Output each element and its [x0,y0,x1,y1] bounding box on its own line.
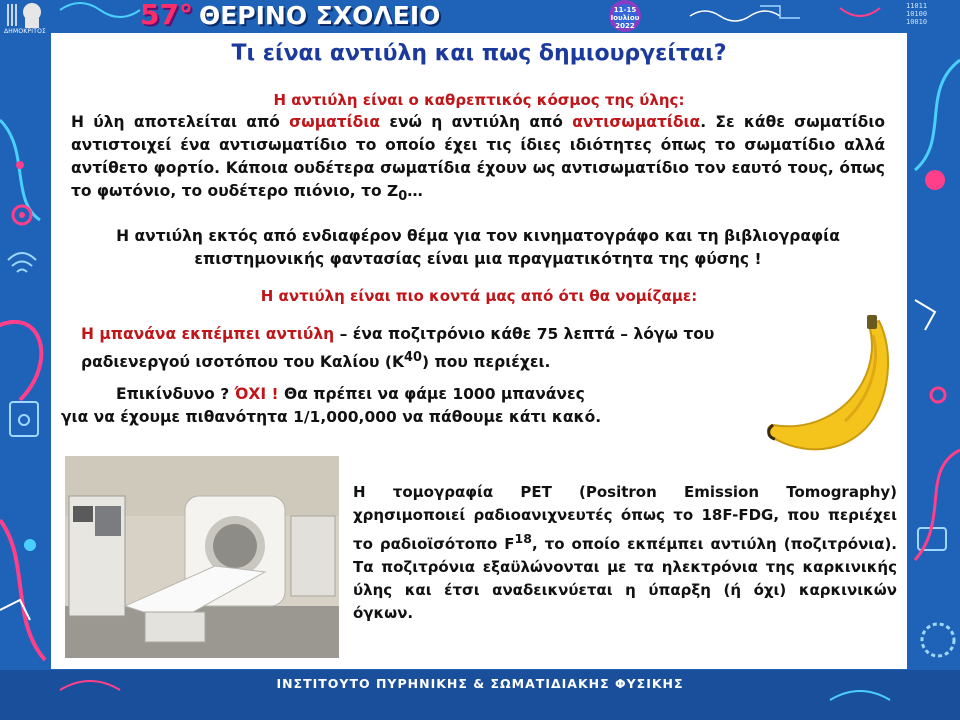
binary-line: 10010 [906,18,928,26]
heading-closer-than-thought: Η αντιύλη είναι πιο κοντά μας από ότι θα νομίζαμε: [260,287,698,305]
paragraph-pet [353,481,897,625]
danger-no: ΌΧΙ ! [234,385,279,403]
date-month: Ιουλίου [610,14,640,22]
paragraph-banana [81,323,753,374]
paragraph-reality: Η αντιύλη εκτός από ενδιαφέρον θέμα για τον κινηματογράφο και τη βιβλιογραφία επιστημονικής φαντασίας είναι μια πραγματικότητα της φύσης ! [116,227,840,268]
slide-card [51,33,907,669]
heading-mirror-world: Η αντιύλη είναι ο καθρεπτικός κόσμος της ύλης: [273,91,685,109]
banana-superscript: 40 [404,350,422,365]
school-name: ΘΕΡΙΝΟ ΣΧΟΛΕΙΟ [198,1,441,30]
paragraph-matter-antimatter [71,111,885,208]
binary-line: 11011 [906,2,928,10]
danger-line-2: για να έχουμε πιθανότητα 1/1,000,000 να πάθουμε κάτι κακό. [61,408,602,426]
slide-title: Τι είναι αντιύλη και πως δημιουργείται? [231,41,727,66]
banana-text-b: ) που περιέχει. [421,353,551,372]
date-text [596,6,654,30]
binary-decoration [906,2,946,26]
p1-particles: σωματίδια [289,113,381,131]
p1-subscript: 0 [398,189,408,205]
p1-text-d: … [407,182,423,200]
header [0,0,960,35]
p1-text-b: ενώ η αντιύλη από [380,113,573,131]
p1-text-a: Η ύλη αποτελείται από [71,113,290,131]
school-title [140,0,440,34]
pet-scanner-photo [65,456,339,658]
danger-line-1 [61,383,741,406]
footer-institute: ΙΝΣΤΙΤΟΥΤΟ ΠΥΡΗΝΙΚΗΣ & ΣΩΜΑΤΙΔΙΑΚΗΣ ΦΥΣΙΚΗΣ [276,676,684,691]
logo-text: ΔΗΜΟΚΡΙΤΟΣ [3,28,47,35]
p1-antiparticles: αντισωματίδια [572,113,701,131]
pet-text-b: , το οποίο εκπέμπει αντιύλη (ποζιτρόνια). Τα ποζιτρόνια εξαϋλώνονται με τα ηλεκτρόνια της καρκινικής ύλης και έτσι αναδεικνύεται η ύπαρξη (ή όχι) καρκινικών όγκων. [353,535,898,622]
date-days: 11-15 [613,6,637,14]
school-number: 57° [140,0,193,31]
banana-image [757,315,897,463]
danger-text-a: Επικίνδυνο ? [116,385,235,403]
danger-text-b: Θα πρέπει να φάμε 1000 μπανάνες [278,385,585,403]
paragraph-danger [61,383,741,429]
banana-text-a: – ένα ποζιτρόνιο κάθε 75 λεπτά – λόγω του ραδιενεργού ισοτόπου του Καλίου (Κ [81,325,715,372]
p1-text-c: . Σε κάθε σωματίδιο αντιστοιχεί ένα αντισωματίδιο το οποίο έχει τις ίδιες ιδιότητες όπως το σωματίδιο αλλά αντίθετο φορτίο. Κάποια ουδέτερα σωματίδια έχουν ως αντισωματίδιο τον εαυτό τους, όπως το φωτόνιο, το ουδέτερο πιόνιο, το Z [71,113,886,200]
date-year: 2022 [615,22,635,30]
pet-text-a: Η τομογραφία PET (Positron Emission Tomography) χρησιμοποιεί ραδιοανιχνευτές όπως το 18F-FDG, που περιέχει το ραδιοϊσότοπο F [353,483,897,553]
pet-superscript: 18 [514,531,532,546]
binary-line: 10100 [906,10,928,18]
banana-highlight: Η μπανάνα εκπέμπει αντιύλη [81,325,335,343]
